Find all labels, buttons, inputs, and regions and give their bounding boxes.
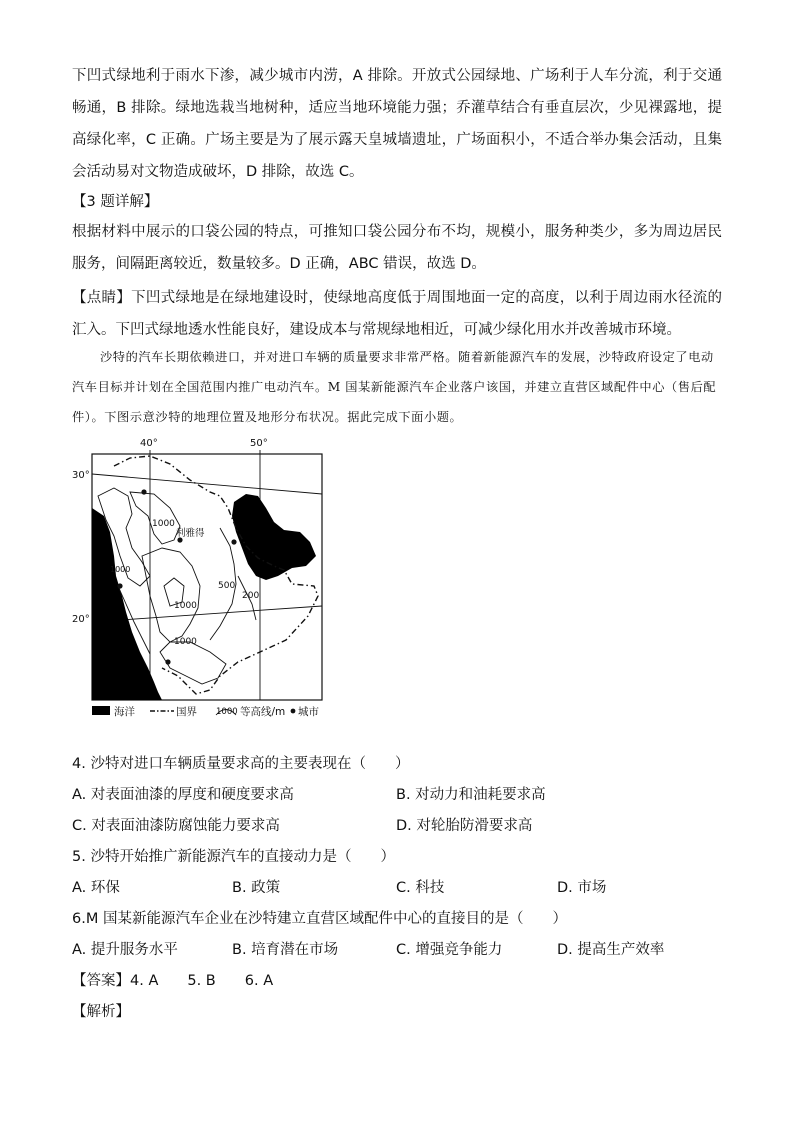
- legend-city-label: 城市: [298, 706, 319, 718]
- lon-label-40: 40°: [140, 438, 158, 449]
- question-4-stem: 4. 沙特对进口车辆质量要求高的主要表现在（ ）: [72, 756, 410, 772]
- legend-contour-label: 等高线/m: [240, 706, 286, 718]
- analysis-label: 【解析】: [72, 1004, 130, 1020]
- material-paragraph: 沙特的汽车长期依赖进口，并对进口车辆的质量要求非常严格。随着新能源汽车的发展，沙特政府设定了电动汽车目标并计划在全国范围内推广电动汽车。M 国某新能源汽车企业落户该国，并建立直营区域配件中心（售后配件）。下图示意沙特的地理位置及地形分布状况。据此完成下面小题。: [72, 350, 717, 424]
- question-5-stem: 5. 沙特开始推广新能源汽车的直接动力是（ ）: [72, 849, 395, 865]
- contour-1000-north: [130, 492, 180, 544]
- tip-paragraph: 【点睛】下凹式绿地是在绿地建设时，使绿地高度低于周围地面一定的高度，以利于周边雨水径流的汇入。下凹式绿地透水性能良好，建设成本与常规绿地相近，可减少绿化用水并改善城市环境。: [72, 290, 722, 338]
- contour-label-200: 200: [242, 591, 260, 601]
- parallel-30: [92, 474, 322, 494]
- city-dot: [117, 583, 122, 588]
- question-6-option-c: C. 增强竞争能力: [396, 942, 503, 958]
- lon-label-50: 50°: [250, 438, 268, 449]
- contour-label-500: 500: [218, 581, 236, 591]
- contour-label: 1000: [110, 565, 131, 574]
- ocean-persian-gulf: [232, 494, 316, 580]
- question-4-option-a: A. 对表面油漆的厚度和硬度要求高: [72, 787, 294, 803]
- city-label-riyadh: 利雅得: [176, 528, 205, 539]
- city-dot: [165, 659, 170, 664]
- city-dot: [231, 539, 236, 544]
- legend-ocean-label: 海洋: [114, 706, 135, 718]
- question-5-option-b: B. 政策: [232, 880, 281, 896]
- ocean-red-sea: [92, 508, 162, 700]
- question-4-option-c: C. 对表面油漆防腐蚀能力要求高: [72, 818, 280, 834]
- question-5-option-d: D. 市场: [557, 880, 607, 896]
- question-5-option-a: A. 环保: [72, 880, 120, 896]
- analysis-q2-paragraph: 下凹式绿地利于雨水下渗，减少城市内涝，A 排除。开放式公园绿地、广场利于人车分流，利于交通畅通，B 排除。绿地选栽当地树种，适应当地环境能力强；乔灌草结合有垂直层次，少见裸露地，提高绿化率，C 正确。广场主要是为了展示露天皇城墙遗址，广场面积小，不适合举办集会活动，且集会活动易对文物造成破坏，D 排除，故选 C。: [72, 68, 722, 180]
- question-5-option-c: C. 科技: [396, 880, 445, 896]
- question-6-option-d: D. 提高生产效率: [557, 942, 665, 958]
- lat-label-30: 30°: [72, 470, 90, 481]
- contour-1000-central: [142, 548, 200, 642]
- saudi-map-figure: [70, 436, 340, 726]
- legend-ocean-swatch: [92, 706, 110, 715]
- question-4-option-b: B. 对动力和油耗要求高: [396, 787, 546, 803]
- answer-line: [72, 971, 273, 991]
- q3-analysis-paragraph: 根据材料中展示的口袋公园的特点，可推知口袋公园分布不均，规模小，服务种类少，多为周边居民服务，间隔距离较近，数量较多。D 正确，ABC 错误，故选 D。: [72, 224, 722, 272]
- question-6-option-b: B. 培育潜在市场: [232, 942, 339, 958]
- legend-contour-number: 1000: [216, 707, 238, 717]
- legend-city-dot: [291, 709, 296, 714]
- lat-label-20: 20°: [72, 614, 90, 625]
- contour-label: 1000: [152, 519, 175, 529]
- answer-values: 4. A 5. B 6. A: [130, 973, 274, 989]
- question-4-option-d: D. 对轮胎防滑要求高: [396, 818, 533, 834]
- contour-label: 1000: [174, 601, 197, 611]
- question-6-option-a: A. 提升服务水平: [72, 942, 178, 958]
- q3-header: 【3 题详解】: [72, 194, 159, 210]
- legend-border-label: 国界: [176, 706, 197, 718]
- city-dot: [141, 489, 146, 494]
- question-6-stem: 6.M 国某新能源汽车企业在沙特建立直营区域配件中心的直接目的是（ ）: [72, 911, 567, 927]
- saudi-map: [70, 436, 340, 726]
- answer-label: 【答案】: [72, 973, 130, 989]
- contour-label: 1000: [174, 637, 197, 647]
